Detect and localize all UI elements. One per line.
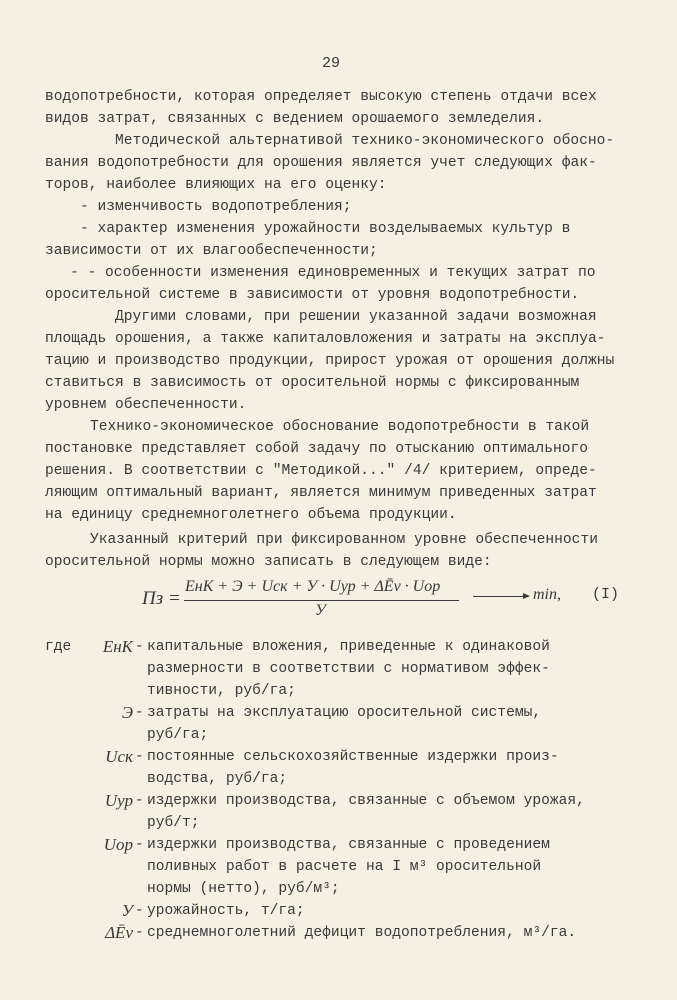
definition-line: затраты на эксплуатацию оросительной системы,	[147, 705, 542, 721]
definition-line: издержки производства, связанные с проведением	[147, 837, 550, 853]
definition-dash: -	[135, 639, 144, 655]
text-line: уровнем обеспеченности.	[45, 397, 247, 413]
text-line: решения. В соответствии с "Методикой..." /4/ критерием, опреде-	[45, 463, 597, 479]
definition-symbol: EнK	[102, 637, 133, 656]
text-line: площадь орошения, а также капиталовложения и затраты на эксплуа-	[45, 331, 606, 347]
text-line: ставиться в зависимость от оросительной нормы с фиксированным	[45, 375, 580, 391]
text-line: Методической альтернативой технико-экономического обосно-	[115, 133, 615, 149]
text-line: вания водопотребности для орошения является учет следующих фак-	[45, 155, 597, 171]
definition-line: нормы (нетто), руб/м³;	[147, 881, 340, 897]
text-line: Указанный критерий при фиксированном уровне обеспеченности	[90, 532, 598, 548]
list-item: - характер изменения урожайности возделываемых культур в	[80, 221, 571, 237]
text-line: Технико-экономическое обоснование водопотребности в такой	[90, 419, 590, 435]
definition-symbol: Э	[121, 703, 133, 722]
definition-item	[45, 922, 645, 944]
definition-line: капитальные вложения, приведенные к одинаковой	[147, 639, 550, 655]
definition-line: руб/га;	[147, 727, 209, 743]
definition-symbol: У	[121, 901, 133, 920]
definition-line: размерности в соответствии с нормативом эффек-	[147, 661, 550, 677]
formula	[140, 578, 660, 628]
definition-item	[45, 746, 645, 790]
definition-line: поливных работ в расчете на I м³ оросительной	[147, 859, 542, 875]
definition-line: издержки производства, связанные с объемом урожая,	[147, 793, 585, 809]
definition-line: постоянные сельскохозяйственные издержки произ-	[147, 749, 559, 765]
definition-symbol: Uск	[105, 747, 133, 766]
criterion-text	[45, 529, 598, 573]
text-line: видов затрат, связанных с ведением орошаемого земледелия.	[45, 111, 545, 127]
definition-dash: -	[135, 705, 144, 721]
text-line: тацию и производство продукции, прирост урожая от орошения должны	[45, 353, 615, 369]
text-line: Другими словами, при решении указанной задачи возможная	[115, 309, 597, 325]
formula-lhs: Пз =	[142, 588, 181, 609]
definition-item	[45, 834, 645, 900]
page-number: 29	[322, 55, 341, 72]
definition-line: урожайность, т/га;	[147, 903, 305, 919]
formula-numerator: EнK + Э + Uск + У · Uур + ΔĒv · Uор	[185, 578, 441, 595]
list-item: - - особенности изменения единовременных и текущих затрат по	[70, 265, 596, 281]
definition-line: руб/т;	[147, 815, 200, 831]
definition-symbol: ΔĒv	[105, 923, 133, 942]
fraction-bar	[184, 600, 459, 601]
text-line: ляющим оптимальный вариант, является минимум приведенных затрат	[45, 485, 597, 501]
text-line: оросительной системе в зависимости от уровня водопотребности.	[45, 287, 580, 303]
definition-item	[45, 900, 645, 922]
definition-dash: -	[135, 837, 144, 853]
definition-line: среднемноголетний дефицит водопотребления, м³/га.	[147, 925, 577, 941]
definition-dash: -	[135, 903, 144, 919]
definition-line: тивности, руб/га;	[147, 683, 296, 699]
text-line: торов, наиболее влияющих на его оценку:	[45, 177, 387, 193]
definition-dash: -	[135, 925, 144, 941]
text-line: оросительной нормы можно записать в следующем виде:	[45, 554, 492, 570]
equation-number: (I)	[592, 586, 620, 603]
text-line: на единицу среднемноголетнего объема продукции.	[45, 507, 457, 523]
text-line: зависимости от их влагообеспеченности;	[45, 243, 378, 259]
where-label: где	[45, 639, 72, 655]
formula-denominator: У	[315, 602, 326, 619]
arrow-icon	[473, 596, 528, 597]
formula-target: min,	[533, 586, 561, 603]
text-line: постановке представляет собой задачу по отысканию оптимального	[45, 441, 588, 457]
definition-item	[45, 636, 645, 702]
definition-symbol: Uур	[104, 791, 133, 810]
definition-item	[45, 702, 645, 746]
definition-dash: -	[135, 749, 144, 765]
list-item: - изменчивость водопотребления;	[80, 199, 352, 215]
body-text	[45, 86, 614, 526]
definition-item	[45, 790, 645, 834]
definition-line: водства, руб/га;	[147, 771, 288, 787]
text-line: водопотребности, которая определяет высокую степень отдачи всех	[45, 89, 597, 105]
definitions-list	[45, 636, 645, 944]
definition-symbol: Uор	[103, 835, 133, 854]
definition-dash: -	[135, 793, 144, 809]
